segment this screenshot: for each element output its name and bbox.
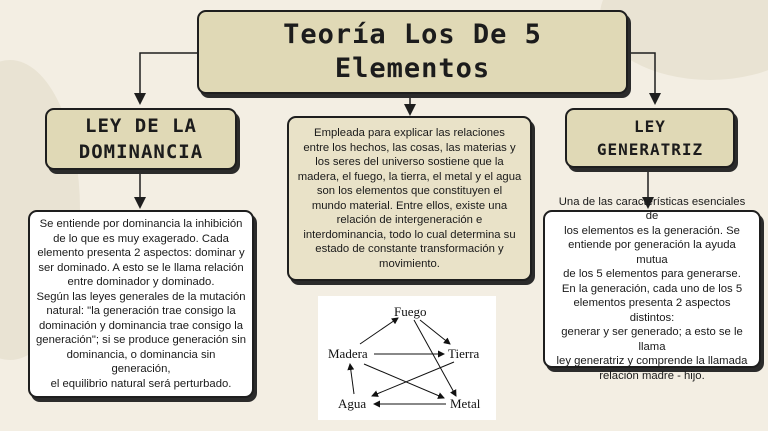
generatrix-description-box [543,195,761,382]
element-fuego: Fuego [394,304,427,319]
arrow-tierra-agua [372,362,454,396]
title-line-1: Teoría Los De 5 [283,19,542,50]
generatrix-heading-box [565,108,735,168]
dominance-description: Se entiende por dominancia la inhibición de lo que es muy exagerado. Cada elemento presenta 2 aspectos: dominar y ser dominado. A esto se le llama relación entre dominador y dominado. Según las leyes generales de la mutación natural: "la generación trae consigo la dominación y dominancia trae consigo la generación"; si se produce generación sin dominancia, o dominancia sin generación, el equilibrio natural será perturbado. [36,218,246,390]
dominance-description-box [28,210,254,398]
element-metal: Metal [450,396,481,411]
element-madera: Madera [328,346,368,361]
dominance-heading [79,113,203,165]
arrow-fuego-tierra [420,320,450,344]
theory-description-box [287,116,532,281]
element-tierra: Tierra [448,346,480,361]
connector-title-right [628,53,655,102]
generatrix-heading-line-1: LEY [634,117,666,136]
connector-title-left [140,53,197,102]
dominance-heading-box [45,108,237,170]
theory-description: Empleada para explicar las relaciones entre los hechos, las cosas, las materias y los seres del universo sostiene que la madera, el fuego, la tierra, el metal y el agua son los elementos que constituyen el mundo material. Entre ellos, existe una relación de intergeneración e interdominancia, todo lo cual determina su estado de constante transformación y movimiento. [297,127,522,270]
generatrix-heading-line-2: GENERATRIZ [596,140,704,159]
main-title [283,18,542,86]
dominance-heading-line-1: LEY DE LA [85,115,197,137]
title-line-2: Elementos [334,53,491,84]
element-agua: Agua [338,396,367,411]
arrow-madera-metal [364,364,444,398]
arrow-madera-fuego [360,318,398,344]
generatrix-heading [597,115,703,161]
five-elements-diagram-svg [318,296,496,420]
arrow-agua-madera [350,364,354,394]
generatrix-description: Una de las características esenciales de los elementos es la generación. Se entiende por generación la ayuda mutua de los 5 elementos para generarse. En la generación, cada uno de los 5 elementos presenta 2 aspectos distintos: generar y ser generado; a esto se le llama ley generatriz y comprende la llamada relación madre - hijo. [556,195,748,382]
main-title-box [197,10,628,94]
dominance-heading-line-2: DOMINANCIA [78,141,204,163]
five-elements-diagram [318,296,496,420]
